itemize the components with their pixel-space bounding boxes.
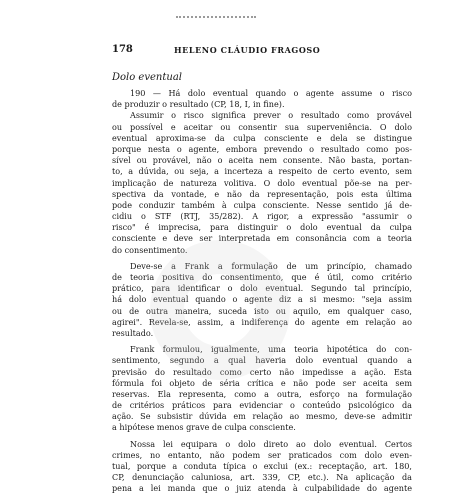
top-scan-marks bbox=[176, 16, 256, 21]
text-line: a hipótese menos grave de culpa consciente. bbox=[112, 422, 296, 433]
running-head: HELENO CLÁUDIO FRAGOSO bbox=[174, 45, 321, 55]
text-line: fórmula foi objeto de séria crítica e não pode ser aceita sem bbox=[112, 377, 412, 388]
text-line: há dolo eventual quando o agente diz a si mesmo: "seja assim bbox=[112, 294, 412, 305]
text-line: prático, para identificar o dolo eventual. Segundo tal princípio, bbox=[112, 283, 412, 294]
text-line: ação. Se subsistir dúvida em relação ao mesmo, deve-se admitir bbox=[112, 411, 412, 422]
page-header bbox=[112, 44, 402, 58]
text-line: pode conduzir também à culpa consciente. Nesse sentido já de- bbox=[112, 199, 412, 210]
text-line: agirei". Revela-se, assim, a indiferença do agente em relação ao bbox=[112, 316, 412, 327]
text-line: 190 — Há dolo eventual quando o agente assume o risco bbox=[130, 88, 412, 98]
text-line: implicação de natureza volitiva. O dolo eventual põe-se na per- bbox=[112, 177, 412, 188]
text-line: pena a lei manda que o juiz atenda à culpabilidade do agente bbox=[112, 483, 412, 494]
text-line: resultado. bbox=[112, 327, 154, 338]
text-line: sentimento, segundo a qual haveria dolo eventual quando a bbox=[112, 355, 412, 366]
text-line: sível ou provável, não o aceita nem consente. Não basta, portan- bbox=[112, 155, 412, 166]
text-line: risco" é imprecisa, para distinguir o dolo eventual da culpa bbox=[112, 222, 412, 233]
page-number: 178 bbox=[112, 44, 133, 55]
text-line: Nossa lei equipara o dolo direto ao dolo eventual. Certos bbox=[130, 438, 412, 449]
text-line: de produzir o resultado (CP, 18, I, in fine). bbox=[112, 99, 285, 110]
text-line: do consentimento. bbox=[112, 244, 188, 255]
text-line: Frank formulou, igualmente, uma teoria hipotética do con- bbox=[130, 344, 412, 355]
text-line: cidiu o STF (RTJ, 35/282). A rigor, a expressão "assumir o bbox=[112, 211, 412, 222]
text-line: eventual aproxima-se da culpa consciente e dela se distingue bbox=[112, 132, 412, 143]
text-line: spectiva da vontade, e não da representação, pois esta última bbox=[112, 188, 412, 199]
text-line: to, a dúvida, ou seja, a incerteza a respeito de certo evento, sem bbox=[112, 166, 412, 177]
text-line: Assumir o risco significa prever o resultado como provável bbox=[130, 110, 412, 121]
text-line: CP, denunciação caluniosa, art. 339, CP, etc.). Na aplicação da bbox=[112, 472, 412, 483]
body-text bbox=[112, 88, 412, 495]
text-line: de critérios práticos para evidenciar o conteúdo psicológico da bbox=[112, 400, 412, 411]
text-line: de teoria positiva do consentimento, que é útil, como critério bbox=[112, 272, 412, 282]
text-line: reservas. Ela representa, como a outra, esforço na formulação bbox=[112, 388, 412, 399]
text-line: tual, porque a conduta típica o exclui (ex.: receptação, art. 180, bbox=[112, 461, 412, 471]
text-line: porque nesta o agente, embora prevendo o resultado como pos- bbox=[112, 143, 412, 154]
text-line: ou de outra maneira, suceda isto ou aquilo, em qualquer caso, bbox=[112, 305, 412, 316]
text-line: ou possível e aceitar ou consentir sua superveniência. O dolo bbox=[112, 121, 412, 132]
section-title: Dolo eventual bbox=[112, 72, 182, 83]
text-line: consciente e deve ser interpretada em consonância com a teoria bbox=[112, 233, 412, 244]
text-line: Deve-se a Frank a formulação de um princípio, chamado bbox=[130, 260, 412, 271]
text-line: crimes, no entanto, não podem ser praticados com dolo even- bbox=[112, 449, 412, 460]
text-line: previsão do resultado como certo não impedisse a ação. Esta bbox=[112, 366, 412, 377]
